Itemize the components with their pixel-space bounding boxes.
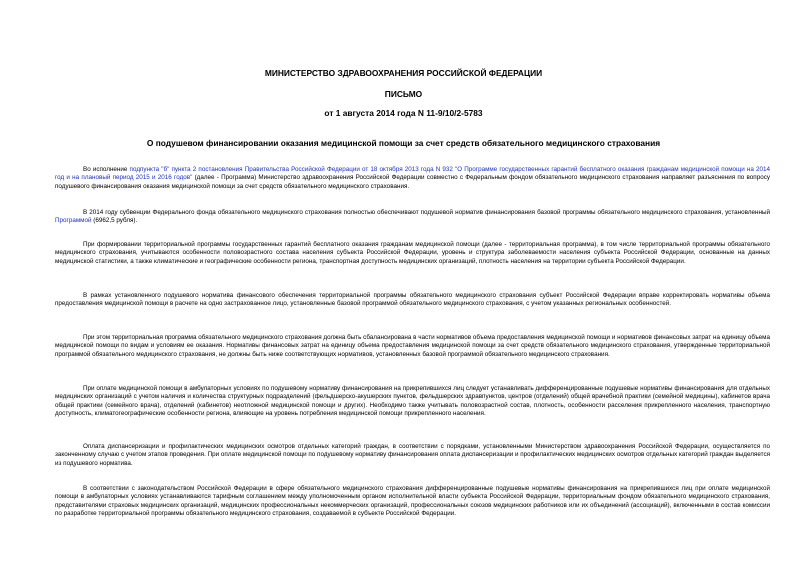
paragraph-5: При этом территориальная программа обязательного медицинского страхования должна быть сбалансирована в части нормативов объема предоставления медицинской помощи и нормативов финансовых затрат на единицу объема медицинской помощи по видам и условиям ее оказания. Нормативы финансовых затрат на единицу объема предоставления медицинской помощи за счет средств обязательного медицинского страхования, утвержденные территориальной программой обязательного медицинского страхования, не должны быть ниже соответствующих нормативов, установленных базовой программой обязательного медицинского страхования. bbox=[55, 334, 770, 358]
paragraph-2-rest: (6962,5 рубля). bbox=[91, 217, 138, 225]
document-title: О подушевом финансировании оказания медицинской помощи за счет средств обязательного медицинского страхования bbox=[146, 138, 661, 148]
document-type: ПИСЬМО bbox=[384, 89, 423, 99]
paragraph-6: При оплате медицинской помощи в амбулаторных условиях по подушевому нормативу финансирования на прикрепившихся лиц следует устанавливать дифференцированные подушевые нормативы финансирования для отдельных медицинских организаций с учетом наличия и количества структурных подразделений (фельдшерско-акушерских пунктов, фельдшерских здравпунктов, центров (отделений) общей врачебной практики (семейной медицины), кабинетов врача общей практики (семейного врача), отделений (кабинетов) неотложной медицинской помощи и других). Необходимо также учитывать половозрастной состав, плотность, особенности расселения прикрепленного населения, транспортную доступность, климатогеографические особенности региона, влияющие на уровень потребления медицинской помощи прикрепленного населения. bbox=[55, 385, 770, 417]
programme-link[interactable]: Программой bbox=[55, 217, 92, 225]
document-date-number: от 1 августа 2014 года N 11-9/10/2-5783 bbox=[324, 108, 483, 118]
paragraph-3: При формировании территориальной программы государственных гарантий бесплатного оказания гражданам медицинской помощи (далее - территориальная программа), в том числе территориальной программы обязательного медицинского страхования, учитываются особенности половозрастного состава населения субъекта Российской Федерации, уровень и структура заболеваемости населения субъекта Российской Федерации, основанные на данных медицинской статистики, а также климатические и географические особенности региона, транспортная доступность медицинских организаций, плотность населения на территории субъекта Российской Федерации. bbox=[55, 241, 770, 265]
paragraph-2 bbox=[55, 209, 770, 226]
paragraph-4: В рамках установленного подушевого норматива финансового обеспечения территориальной программы обязательного медицинского страхования субъект Российской Федерации вправе корректировать нормативы объема предоставления медицинской помощи в расчете на одно застрахованное лицо, установленные базовой программой обязательного медицинского страхования, с учетом указанных региональных особенностей. bbox=[55, 292, 770, 308]
ministry-heading: МИНИСТЕРСТВО ЗДРАВООХРАНЕНИЯ РОССИЙСКОЙ ФЕДЕРАЦИИ bbox=[264, 68, 543, 78]
paragraph-7: Оплата диспансеризации и профилактических медицинских осмотров отдельных категорий граждан, в соответствии с порядками, установленными Министерством здравоохранения Российской Федерации, осуществляется по законченному случаю с учетом этапов проведения. При оплате медицинской помощи по подушевому нормативу финансирования оплата диспансеризации и профилактических медицинских осмотров отдельных категорий граждан выделяется из подушевого норматива. bbox=[55, 443, 770, 467]
paragraph-8: В соответствии с законодательством Российской Федерации в сфере обязательного медицинского страхования дифференцированные подушевые нормативы финансирования на прикрепившихся лиц при оплате медицинской помощи в амбулаторных условиях устанавливаются тарифным соглашением между уполномоченным органом исполнительной власти субъекта Российской Федерации, территориальным фондом обязательного медицинского страхования, представителями страховых медицинских организаций, медицинских профессиональных некоммерческих организаций, профессиональных союзов медицинских работников или их объединений (ассоциаций), включенными в состав комиссии по разработке территориальной программы обязательного медицинского страхования, создаваемой в субъекте Российской Федерации. bbox=[55, 485, 770, 517]
paragraph-1-rest: (далее - Программа) Министерство здравоохранения Российской Федерации совместно с Федеральным фондом обязательного медицинского страхования направляет разъяснения по вопросу подушевого финансирования оказания медицинской помощи за счет средств обязательного медицинского страхования. bbox=[55, 174, 770, 190]
paragraph-1-intro: Во исполнение bbox=[83, 166, 130, 173]
resolution-932-link[interactable]: подпункта "б" пункта 2 постановления Правительства Российской Федерации от 18 октября 2013 года N 932 "О Программе государственных гарантий бесплатного оказания гражданам медицинской помощи на 2014 год и на плановый период 2015 и 2016 годов" bbox=[55, 166, 770, 182]
paragraph-1 bbox=[55, 166, 770, 191]
paragraph-2-intro: В 2014 году субвенции Федерального фонда обязательного медицинского страхования полностью обеспечивают подушевой норматив финансирования базовой программы обязательного медицинского страхования, установленный bbox=[83, 209, 770, 216]
